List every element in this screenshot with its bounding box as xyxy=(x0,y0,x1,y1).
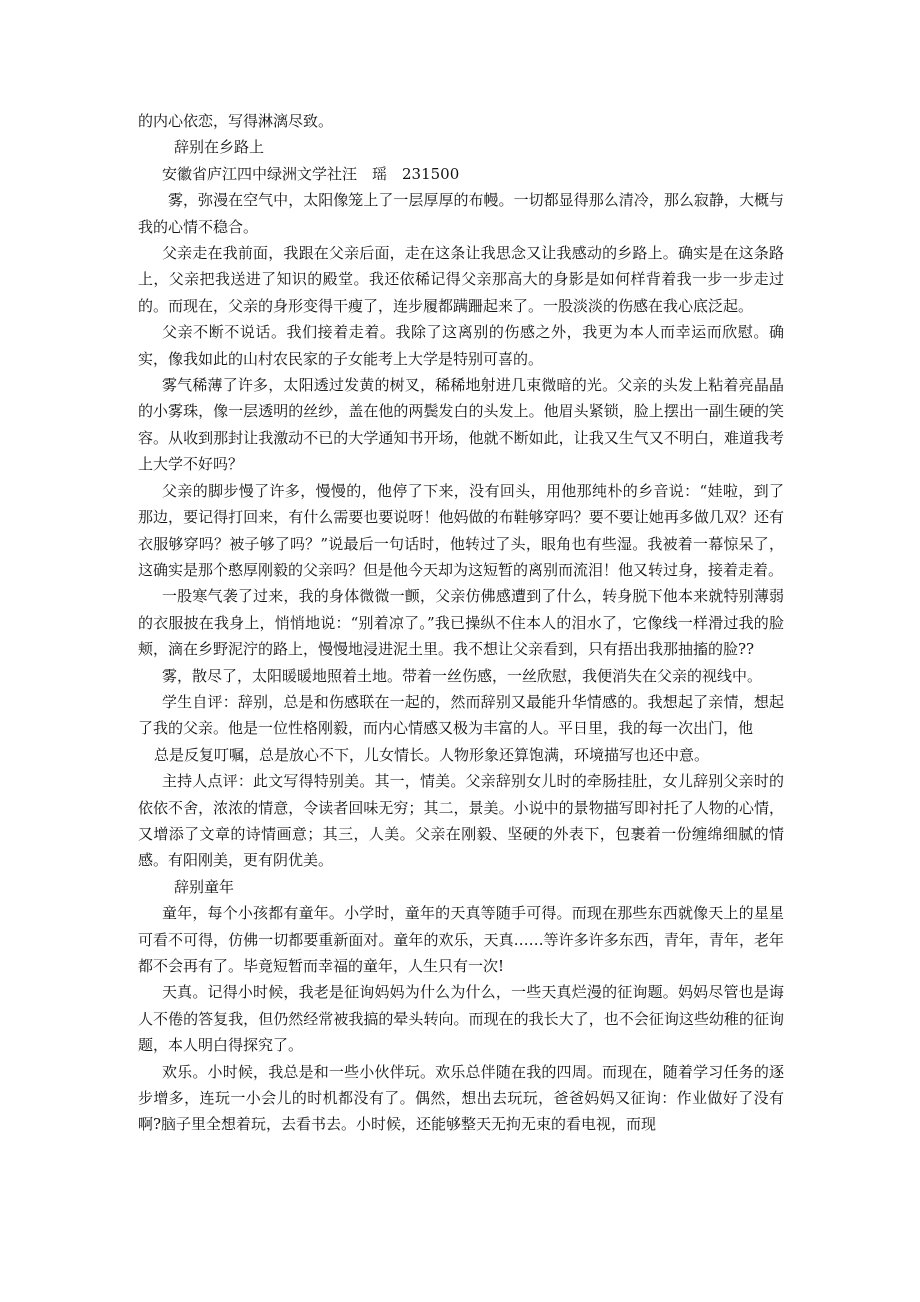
paragraph: 父亲不断不说话。我们接着走着。我除了这离别的伤感之外，我更为本人而幸运而欣慰。确实，像我如此的山村农民家的子女能考上大学是特别可喜的。 xyxy=(138,323,784,368)
paragraph: 总是反复叮嘱，总是放心不下，儿女情长。人物形象还算饱满，环境描写也还中意。 xyxy=(154,745,710,764)
paragraph-intro-tail: 的内心依恋，写得淋漓尽致。 xyxy=(138,112,334,130)
paragraph: 童年，每个小孩都有童年。小学时，童年的天真等随手可得。而现在那些东西就像天上的星星可看不可得，仿佛一切都要重新面对。童年的欢乐，天真……等许多许多东西，青年，青年，老年都不会再有了。毕竟短暂而幸福的童年，人生只有一次! xyxy=(138,904,784,975)
paragraph: 父亲的脚步慢了许多，慢慢的，他停了下来，没有回头，用他那纯朴的乡音说：“娃啦，到了那边，要记得打回来，有什么需要也要说呀！他妈做的布鞋够穿吗？要不要让她再多做几双？还有衣服够穿吗？被子够了吗？”说最后一句话时，他转过了头，眼角也有些湿。我被着一幕惊呆了，这确实是那个憨厚刚毅的父亲吗？但是他今天却为这短暂的离别而流泪！他又转过身，接着走着。 xyxy=(138,481,784,579)
student-self-review: 学生自评：辞别，总是和伤感联在一起的，然而辞别又最能升华情感的。我想起了亲情，想起了我的父亲。他是一位性格刚毅，而内心情感又极为丰富的人。平日里，我的每一次出门，他 xyxy=(138,692,784,738)
paragraph: 天真。记得小时候，我老是征询妈妈为什么为什么，一些天真烂漫的征询题。妈妈尽管也是诲人不倦的答复我，但仍然经常被我搞的晕头转向。而现在的我长大了，也不会征询这些幼稚的征询题，本人明白得探究了。 xyxy=(138,983,784,1055)
essay-title-farewell-road: 辞别在乡路上 xyxy=(174,138,265,157)
essay-title-farewell-childhood: 辞别童年 xyxy=(174,877,235,896)
document-page xyxy=(138,108,784,1138)
paragraph: 雾，散尽了，太阳暖暖地照着土地。带着一丝伤感，一丝欣慰，我便消失在父亲的视线中。 xyxy=(162,666,763,685)
author-line: 安徽省庐江四中绿洲文学社汪 瑶 231500 xyxy=(162,164,460,183)
paragraph: 雾，弥漫在空气中，太阳像笼上了一层厚厚的布幔。一切都显得那么清冷，那么寂静，大概与我的心情不稳合。 xyxy=(138,191,784,236)
host-review: 主持人点评：此文写得特别美。其一，情美。父亲辞别女儿时的牵肠挂肚，女儿辞别父亲时的依依不舍，浓浓的情意，令读者回味无穷；其二，景美。小说中的景物描写即衬托了人物的心情，又增添了文章的诗情画意；其三，人美。父亲在刚毅、坚硬的外表下，包裹着一份缠绵细腻的情感。有阳刚美，更有阴优美。 xyxy=(138,772,784,870)
paragraph: 欢乐。小时候，我总是和一些小伙伴玩。欢乐总伴随在我的四周。而现在，随着学习任务的逐步增多，连玩一小会儿的时机都没有了。偶然，想出去玩玩，爸爸妈妈又征询：作业做好了没有啊?脑子里全想着玩，去看书去。小时候，还能够整天无拘无束的看电视，而现 xyxy=(138,1062,784,1134)
paragraph: 一股寒气袭了过来，我的身体微微一颤，父亲仿佛感遭到了什么，转身脱下他本来就特别薄弱的衣服披在我身上，悄悄地说：“别着凉了。”我已操纵不住本人的泪水了，它像线一样滑过我的脸颊，滴在乡野泥泞的路上，慢慢地浸进泥土里。我不想让父亲看到，只有捂出我那抽搐的脸?? xyxy=(138,587,784,659)
paragraph: 父亲走在我前面，我跟在父亲后面，走在这条让我思念又让我感动的乡路上。确实是在这条路上，父亲把我送进了知识的殿堂。我还依稀记得父亲那高大的身影是如何样背着我一步一步走过的。而现在，父亲的身形变得干瘦了，连步履都蹒跚起来了。一股淡淡的伤感在我心底泛起。 xyxy=(138,244,784,315)
paragraph: 雾气稀薄了许多，太阳透过发黄的树叉，稀稀地射进几束微暗的光。父亲的头发上粘着亮晶晶的小雾珠，像一层透明的丝纱，盖在他的两鬓发白的头发上。他眉头紧锁，脸上摆出一副生硬的笑容。从收到那封让我激动不已的大学通知书开场，他就不断如此，让我又生气又不明白，难道我考上大学不好吗？ xyxy=(138,376,784,474)
